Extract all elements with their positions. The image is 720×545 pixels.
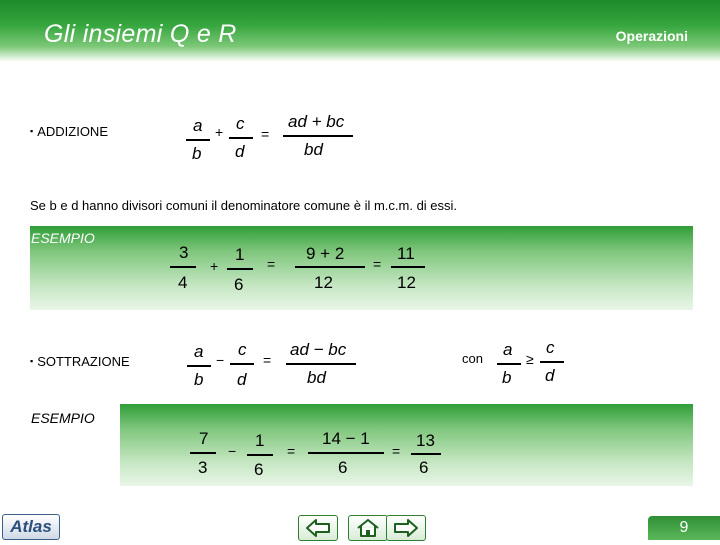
home-button[interactable] — [348, 515, 388, 541]
sub-numerator: ad − bc — [290, 340, 347, 359]
lcm-note: Se b e d hanno divisori comuni il denominatore comune è il m.c.m. di essi. — [30, 198, 458, 213]
ex1-n1: 3 — [179, 243, 189, 262]
home-icon — [349, 516, 387, 540]
add-numerator: ad + bc — [288, 112, 345, 131]
fraction-bar — [540, 361, 564, 363]
sub-denominator: bd — [307, 368, 326, 387]
ex2-result-numerator: 13 — [416, 431, 435, 450]
condition-con: con — [462, 351, 483, 366]
fraction-bar — [230, 363, 254, 365]
fraction-bar — [497, 363, 521, 365]
cond-b: b — [502, 368, 512, 387]
fraction-bar — [391, 266, 425, 268]
fraction-bar — [286, 363, 356, 365]
add-denominator: bd — [304, 140, 323, 159]
back-button[interactable] — [298, 515, 338, 541]
equals-sign: = — [373, 256, 382, 272]
page-title: Gli insiemi Q e R — [44, 20, 237, 48]
ex1-result-denominator: 12 — [397, 273, 416, 292]
section-title: Operazioni — [615, 28, 688, 44]
add-d: d — [235, 142, 245, 161]
add-a: a — [193, 116, 203, 135]
equals-sign: = — [392, 443, 401, 459]
ex1-d2: 6 — [234, 275, 244, 294]
fraction-bar — [227, 268, 253, 270]
fraction-bar — [229, 137, 253, 139]
sub-a: a — [194, 342, 204, 361]
forward-arrow-icon — [387, 516, 425, 540]
ex1-d1: 4 — [178, 273, 188, 292]
minus-sign: − — [216, 352, 225, 368]
ex1-result-numerator: 11 — [397, 244, 415, 263]
sottrazione-label: ▪ SOTTRAZIONE — [30, 354, 130, 369]
add-c: c — [236, 114, 245, 133]
fraction-bar — [283, 135, 353, 137]
plus-sign: + — [210, 258, 219, 274]
equals-sign: = — [261, 126, 270, 142]
ex2-d2: 6 — [254, 460, 264, 479]
ex1-numerator: 9 + 2 — [306, 244, 345, 263]
cond-a: a — [503, 340, 513, 359]
example-band — [30, 226, 693, 310]
addizione-label: ▪ ADDIZIONE — [30, 124, 108, 139]
back-arrow-icon — [299, 516, 337, 540]
example-label: ESEMPIO — [31, 410, 95, 426]
ex2-d1: 3 — [198, 458, 208, 477]
geq-sign: ≥ — [526, 351, 534, 367]
ex1-n2: 1 — [235, 245, 245, 264]
ex2-denominator: 6 — [338, 458, 348, 477]
fraction-bar — [187, 365, 211, 367]
plus-sign: + — [215, 124, 224, 140]
ex2-result-denominator: 6 — [419, 458, 429, 477]
fraction-bar — [247, 454, 273, 456]
cond-d: d — [545, 366, 555, 385]
ex2-numerator: 14 − 1 — [322, 429, 370, 448]
sub-c: c — [238, 340, 247, 359]
atlas-logo: Atlas — [2, 514, 60, 540]
sub-d: d — [237, 370, 247, 389]
minus-sign: − — [228, 443, 237, 459]
ex2-n1: 7 — [199, 429, 209, 448]
fraction-bar — [186, 139, 210, 141]
fraction-bar — [190, 452, 216, 454]
page-number: 9 — [648, 516, 720, 540]
ex1-denominator: 12 — [314, 273, 333, 292]
fraction-bar — [411, 453, 441, 455]
forward-button[interactable] — [386, 515, 426, 541]
equals-sign: = — [267, 256, 276, 272]
ex2-n2: 1 — [255, 431, 265, 450]
equals-sign: = — [287, 443, 296, 459]
fraction-bar — [170, 266, 196, 268]
sub-b: b — [194, 370, 204, 389]
cond-c: c — [546, 338, 555, 357]
fraction-bar — [308, 452, 384, 454]
equals-sign: = — [263, 352, 272, 368]
add-b: b — [192, 144, 202, 163]
example-label: ESEMPIO — [31, 230, 95, 246]
fraction-bar — [295, 266, 365, 268]
